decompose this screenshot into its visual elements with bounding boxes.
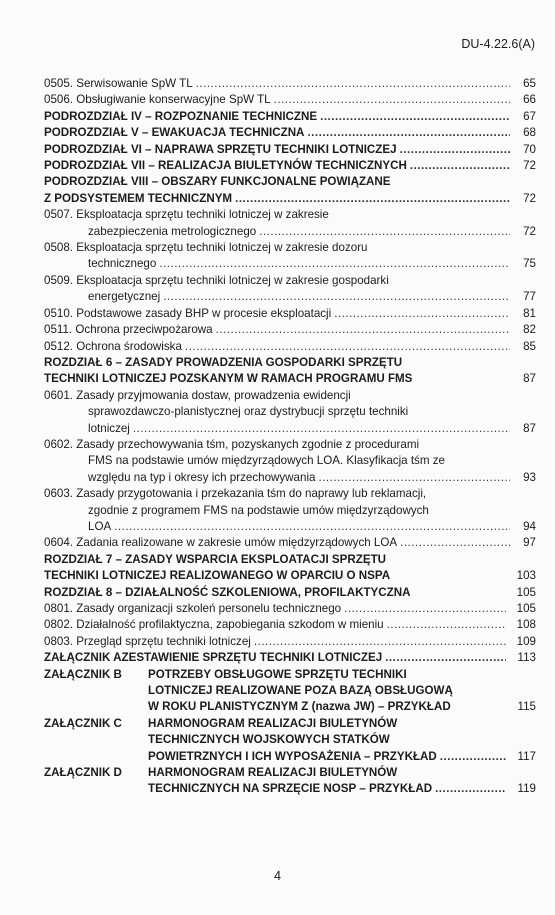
toc-entry-title: 0506. Obsługiwanie konserwacyjne SpW TL [44,93,271,107]
toc-page-number: 70 [523,142,536,156]
toc-subchapter-vii[interactable] [44,158,536,174]
toc-entry-title: 0801. Zasady organizacji szkoleń personelu technicznego [44,602,342,615]
toc-page-number: 103 [516,569,536,583]
toc-entry-title-line: technicznego [88,257,157,271]
toc-entry-title: 0510. Podstawowe zasady BHP w procesie eksploatacji [44,306,332,320]
toc-page-number: 72 [523,224,536,238]
toc-entry-title-line: POTRZEBY OBSŁUGOWE SPRZĘTU TECHNIKI [148,667,407,681]
appendix-label: ZAŁĄCZNIK D [44,766,122,780]
leader-dots [274,92,510,108]
leader-dots [410,158,510,174]
leader-dots [435,781,506,797]
toc-entry-0512[interactable] [44,339,536,355]
toc-entry-title-line: TECHNIKI LOTNICZEJ POZSKANYM W RAMACH PROGRAMU FMS [44,372,413,386]
toc-subchapter-viii[interactable] [44,174,536,207]
toc-chapter-6[interactable] [44,355,536,388]
toc-entry-title-line: zabezpieczenia metrologicznego [88,224,257,238]
toc-appendix-d[interactable] [44,765,536,798]
toc-entry-title-line: LOA [88,519,112,533]
toc-page-number: 65 [523,77,536,90]
toc-entry-0603[interactable] [44,486,536,535]
toc-entry-title-line: TECHNICZNYCH WOJSKOWYCH STATKÓW [148,733,390,747]
leader-dots [216,322,510,338]
toc-entry-title-line: HARMONOGRAM REALIZACJI BIULETYNÓW [148,766,398,780]
toc-page-number: 119 [517,782,536,796]
appendix-label: ZAŁĄCZNIK B [44,667,122,681]
toc-entry-title-line: lotniczej [88,421,130,435]
page-number: 4 [273,868,282,883]
toc-page-number: 82 [523,323,536,337]
leader-dots [185,339,510,355]
toc-entry-title-line: sprawozdawczo-planistycznej oraz dystrybucji sprzętu techniki [88,405,409,419]
toc-page-number: 117 [517,749,536,763]
toc-page-number: 108 [516,618,536,632]
toc-entry-title: PODROZDZIAŁ VI – NAPRAWA SPRZĘTU TECHNIKI LOTNICZEJ [44,142,397,156]
toc-chapter-7[interactable] [44,552,536,585]
toc-entry-0803[interactable] [44,634,536,650]
leader-dots [344,601,506,617]
toc-chapter-8[interactable] [44,585,536,601]
toc-subchapter-iv[interactable] [44,109,536,125]
toc-entry-title-line: 0507. Eksploatacja sprzętu techniki lotniczej w zakresie [44,208,329,222]
toc-entry-title: PODROZDZIAŁ IV – ROZPOZNANIE TECHNICZNE [44,109,318,123]
toc-entry-title-line: energetycznej [88,290,161,304]
leader-dots [318,470,510,486]
toc-page-number: 77 [523,290,536,304]
toc-page-number: 105 [516,602,536,615]
toc-page-number: 93 [523,470,536,484]
toc-entry-0510[interactable] [44,306,536,322]
document-code: DU-4.22.6(A) [461,37,535,51]
leader-dots [400,535,510,551]
toc-entry-title: 0604. Zadania realizowane w zakresie umów międzyrządowych LOA [44,536,398,550]
toc-entry-title: 0512. Ochrona środowiska [44,339,182,353]
toc-entry-title-line: TECHNIKI LOTNICZEJ REALIZOWANEGO W OPARCIU O NSPA [44,569,391,583]
toc-entry-0507[interactable] [44,207,536,240]
appendix-label: ZAŁĄCZNIK C [44,716,122,730]
toc-entry-title-line: ROZDZIAŁ 6 – ZASADY PROWADZENIA GOSPODARKI SPRZĘTU [44,355,403,369]
toc-entry-0508[interactable] [44,240,536,273]
toc-page-number: 97 [523,536,536,550]
toc-entry-title: ZESTAWIENIE SPRZĘTU TECHNIKI LOTNICZEJ [121,651,383,665]
toc-entry-title-line: zgodnie z programem FMS na podstawie umów międzyrządowych [88,503,429,517]
toc-subchapter-vi[interactable] [44,142,536,158]
table-of-contents [44,76,536,798]
leader-dots [334,306,510,322]
toc-entry-0506[interactable] [44,92,536,108]
toc-page-number: 72 [523,159,536,173]
leader-dots [440,749,506,765]
toc-page-number: 81 [523,306,536,320]
toc-entry-title-line: POWIETRZNYCH I ICH WYPOSAŻENIA – PRZYKŁAD [148,749,437,763]
toc-page-number: 75 [523,257,536,271]
leader-dots [259,224,510,240]
toc-entry-title: PODROZDZIAŁ V – EWAKUACJA TECHNICZNA [44,126,305,140]
toc-entry-title-line: HARMONOGRAM REALIZACJI BIULETYNÓW [148,716,398,730]
toc-page-number: 109 [516,634,536,648]
toc-entry-0509[interactable] [44,273,536,306]
leader-dots [387,617,506,633]
leader-dots [114,519,510,535]
leader-dots [400,142,510,158]
toc-entry-title: 0511. Ochrona przeciwpożarowa [44,323,213,337]
toc-entry-0505[interactable] [44,76,536,92]
toc-subchapter-v[interactable] [44,125,536,141]
toc-entry-title: 0505. Serwisowanie SpW TL [44,77,193,90]
toc-page-number: 94 [523,519,536,533]
appendix-label: ZAŁĄCZNIK A [44,651,122,665]
toc-entry-title-line: 0603. Zasady przygotowania i przekazania tśm do naprawy lub reklamacji, [44,487,427,501]
toc-page-number: 105 [516,585,536,599]
toc-entry-0802[interactable] [44,617,536,633]
toc-entry-0604[interactable] [44,535,536,551]
leader-dots [159,256,510,272]
leader-dots [254,634,506,650]
toc-entry-title-line: 0508. Eksploatacja sprzętu techniki lotniczej w zakresie dozoru [44,241,368,255]
toc-entry-title-line: 0602. Zasady przechowywania tśm, pozyskanych zgodnie z procedurami [44,437,420,451]
toc-entry-title-line: W ROKU PLANISTYCZNYM Z (nazwa JW) – PRZYKŁAD [148,700,451,714]
toc-entry-title-line: TECHNICZNYCH NA SPRZĘCIE NOSP – PRZYKŁAD [148,782,433,796]
toc-entry-title-line: ROZDZIAŁ 7 – ZASADY WSPARCIA EKSPLOATACJI SPRZĘTU [44,552,387,566]
toc-page-number: 67 [523,109,536,123]
leader-dots [163,289,510,305]
leader-dots [133,421,510,437]
toc-entry-title-line: PODROZDZIAŁ VIII – OBSZARY FUNKCJONALNE POWIĄZANE [44,175,391,189]
toc-entry-0601[interactable] [44,388,536,437]
toc-page-number: 87 [523,421,536,435]
leader-dots [320,109,510,125]
leader-dots [385,650,506,666]
toc-entry-title-line: FMS na podstawie umów międzyrządowych LOA. Klasyfikacja tśm ze [88,454,445,468]
toc-entry-0511[interactable] [44,322,536,338]
toc-page-number: 113 [517,651,536,665]
toc-page-number: 115 [517,700,536,714]
toc-entry-title-line: 0601. Zasady przyjmowania dostaw, prowadzenia ewidencji [44,388,351,402]
toc-page-number: 87 [523,372,536,386]
toc-page-number: 68 [523,126,536,140]
toc-entry-title: 0802. Działalność profilaktyczna, zapobiegania szkodom w mieniu [44,618,384,632]
toc-entry-0801[interactable] [44,601,536,617]
toc-page-number: 66 [523,93,536,107]
toc-appendix-a[interactable] [44,650,536,666]
toc-appendix-c[interactable] [44,716,536,765]
toc-entry-title-line: Z PODSYSTEMEM TECHNICZNYM [44,191,233,205]
toc-entry-title-line: względu na typ i okresy ich przechowywania [88,470,316,484]
toc-entry-title-line: LOTNICZEJ REALIZOWANE POZA BAZĄ OBSŁUGOWĄ [148,684,453,698]
toc-page-number: 72 [523,191,536,205]
toc-entry-title-line: 0509. Eksploatacja sprzętu techniki lotniczej w zakresie gospodarki [44,273,389,287]
toc-entry-title: 0803. Przegląd sprzętu techniki lotniczej [44,634,251,648]
leader-dots [235,191,510,207]
toc-entry-title: PODROZDZIAŁ VII – REALIZACJA BIULETYNÓW TECHNICZNYCH [44,159,407,173]
leader-dots [307,125,510,141]
toc-appendix-b[interactable] [44,667,536,716]
toc-page-number: 85 [523,339,536,353]
toc-entry-title: ROZDZIAŁ 8 – DZIAŁALNOŚĆ SZKOLENIOWA, PROFILAKTYCZNA [44,585,411,599]
toc-entry-0602[interactable] [44,437,536,486]
leader-dots [196,76,510,92]
